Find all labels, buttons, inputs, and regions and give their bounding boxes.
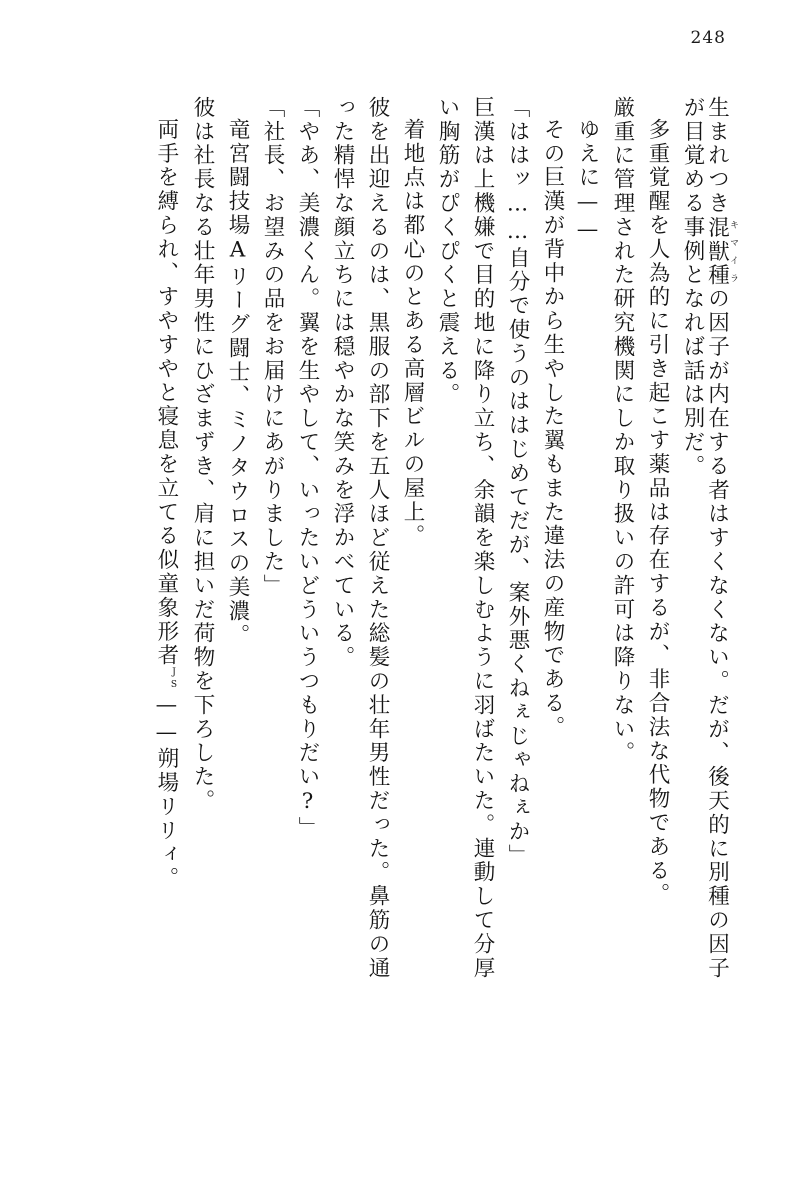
text-line: 多重覚醒を人為的に引き起こす薬品は存在するが、非合法な代物である。 — [645, 118, 670, 907]
text-run: 生まれつき — [704, 96, 730, 216]
page-number: 248 — [690, 28, 726, 48]
text-line: ゆえに—— — [575, 118, 600, 245]
vertical-text-body — [52, 96, 738, 1114]
text-line: 着地点は都心のとある高層ビルの屋上。 — [400, 118, 425, 549]
text-line: 「やあ、美濃くん。翼を生やして、いったいどういうつもりだい?」 — [295, 96, 320, 841]
text-line: 「ははッ……自分で使うのははじめてだが、案外悪くねぇじゃねぇか」 — [505, 96, 530, 868]
text-line: い胸筋がぴくぴくと震える。 — [435, 96, 460, 407]
text-line — [703, 96, 738, 1114]
text-line: 彼は社長なる壮年男性にひざまずき、肩に担いだ荷物を下ろした。 — [190, 96, 215, 813]
text-line: 彼を出迎えるのは、黒服の部下を五人ほど従えた総髪の壮年男性だった。鼻筋の通 — [365, 96, 390, 981]
text-line — [143, 96, 178, 1114]
text-run: の因子が内在する者はすくなくない。だが、後天的に別種の因子 — [704, 287, 730, 981]
text-line: 厳重に管理された研究機関にしか取り扱いの許可は降りない。 — [610, 96, 635, 766]
text-line: 竜宮闘技場Aリーグ闘士、ミノタウロスの美濃。 — [225, 118, 250, 648]
ruby-base: 混獣種 — [704, 215, 730, 288]
text-line: が目覚める事例となれば話は別だ。 — [680, 96, 705, 479]
text-run: 両手を縛られ、すやすやと寝息を立てる似童象形者 — [153, 118, 179, 668]
text-line: その巨漢が背中から生やした翼もまた違法の産物である。 — [540, 118, 565, 740]
text-line: 巨漢は上機嫌で目的地に降り立ち、余韻を楽しむように羽ばたいた。連動して分厚 — [470, 96, 495, 981]
text-line: った精悍な顔立ちには穏やかな笑みを浮かべている。 — [330, 96, 355, 670]
editorial-mark: J — [169, 667, 179, 681]
ruby-annotated-word — [704, 215, 738, 288]
text-run: ——朔場リリィ。 — [153, 692, 179, 891]
ruby-reading: キマイラ — [728, 215, 738, 288]
text-line: 「社長、お望みの品をお届けにあがりました」 — [260, 96, 285, 598]
editorial-mark: S — [169, 680, 179, 693]
